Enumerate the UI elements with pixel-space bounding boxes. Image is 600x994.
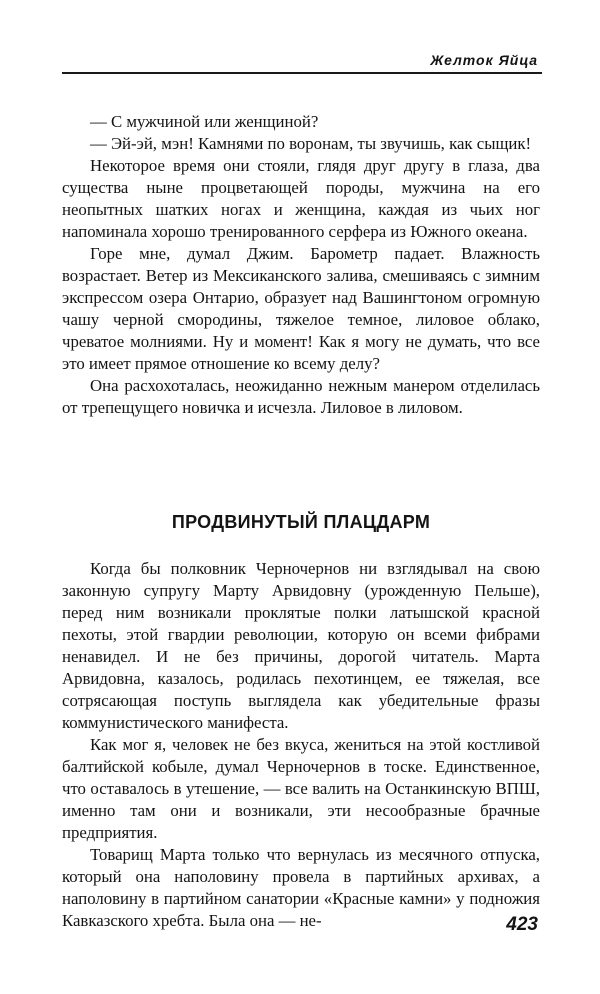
page-number: 423 bbox=[506, 914, 538, 935]
running-header-title: Желток Яйца bbox=[430, 52, 538, 68]
paragraph: Когда бы полковник Черночернов ни взглядывал на свою законную супругу Марту Арвидовну (урожденную Пельше), перед ним возникали проклятые полки латышской красной пехоты, этой гвардии революции, которую он всеми фибрами ненавидел. И не без причины, дорогой читатель. Марта Арвидовна, казалось, родилась пехотинцем, ее тяжелая, все сотрясающая поступь выглядела как убедительные фразы коммунистического манифеста. bbox=[62, 559, 540, 732]
paragraph: — С мужчиной или женщиной? bbox=[90, 112, 319, 131]
paragraph: Товарищ Марта только что вернулась из месячного отпуска, который она наполовину провела в партийных архивах, а наполовину в партийном санатории «Красные камни» у подножия Кавказского хребта. Была она — не- bbox=[62, 845, 540, 930]
paragraph: Как мог я, человек не без вкуса, жениться на этой костливой балтийской кобыле, думал Черночернов в тоске. Единственное, что оставалось в утешение, — все валить на Останкинскую ВПШ, именно там они и возникали, эти несообразные брачные предприятия. bbox=[62, 735, 540, 842]
paragraph: Некоторое время они стояли, глядя друг другу в глаза, два существа ныне процветающей породы, мужчина на его неопытных шатких ногах и женщина, каждая из чьих ног напоминала хорошо тренированного серфера из Южного океана. bbox=[62, 156, 540, 241]
paragraph: Горе мне, думал Джим. Барометр падает. Влажность возрастает. Ветер из Мексиканского залива, смешиваясь с зимним экспрессом озера Онтарио, образует над Вашингтоном огромную чашу черной смородины, тяжелое темное, лиловое облако, чреватое молниями. Ну и момент! Как я могу не думать, что все это имеет прямое отношение ко всему делу? bbox=[62, 244, 540, 373]
text-block-dialogue bbox=[62, 111, 540, 419]
section-heading: ПРОДВИНУТЫЙ ПЛАЦДАРМ bbox=[171, 512, 431, 532]
header-rule bbox=[62, 72, 542, 74]
text-block-section bbox=[62, 558, 540, 932]
paragraph: Она расхохоталась, неожиданно нежным манером отделилась от трепещущего новичка и исчезла. Лиловое в лиловом. bbox=[62, 376, 540, 417]
paragraph: — Эй-эй, мэн! Камнями по воронам, ты звучишь, как сыщик! bbox=[90, 134, 532, 153]
